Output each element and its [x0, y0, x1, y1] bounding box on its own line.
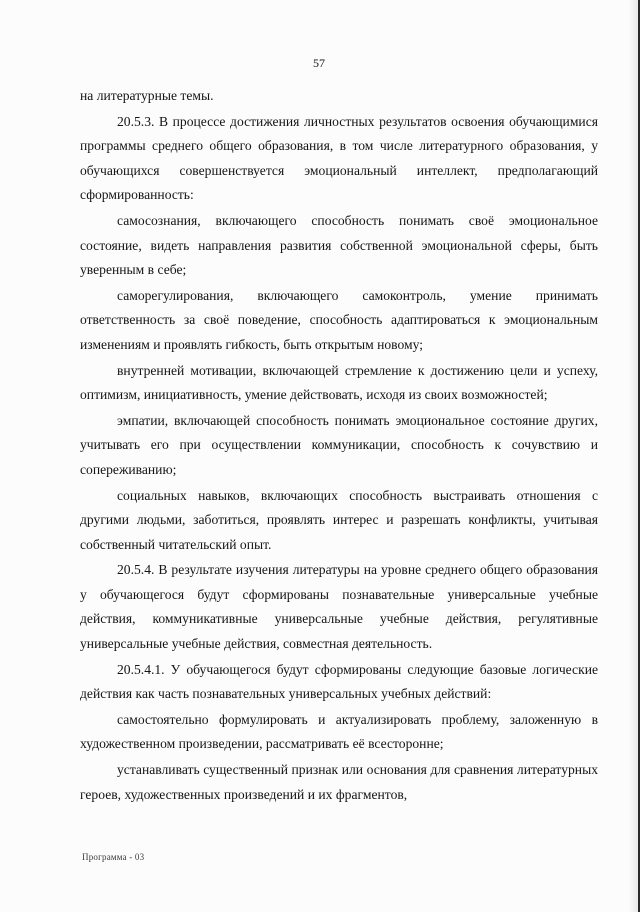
footer-note: Программа - 03: [82, 852, 145, 862]
paragraph-20-5-4: 20.5.4. В результате изучения литературы на уровне среднего общего образования у обучающегося будут сформированы познавательные универсальные учебные действия, коммуникативные универсальные учебные действия, регулятивные универсальные учебные действия, совместная деятельность.: [80, 562, 598, 652]
paragraph-social-skills: социальных навыков, включающих способность выстраивать отношения с другими людьми, заботиться, проявлять интерес и разрешать конфликты, учитывая собственный читательский опыт.: [80, 487, 598, 552]
paragraph-empathy: эмпатии, включающей способность понимать эмоциональное состояние других, учитывать его при осуществлении коммуникации, способность к сочувствию и сопереживанию;: [80, 412, 598, 477]
paragraph-self-regulation: саморегулирования, включающего самоконтроль, умение принимать ответственность за своё поведение, способность адаптироваться к эмоциональным изменениям и проявлять гибкость, быть открытым новому;: [80, 287, 598, 352]
paragraph-formulate-problem: самостоятельно формулировать и актуализировать проблему, заложенную в художественном произведении, рассматривать её всесторонне;: [80, 711, 598, 752]
paragraph-self-awareness: самосознания, включающего способность понимать своё эмоциональное состояние, видеть направления развития собственной эмоциональной сферы, быть уверенным в себе;: [80, 212, 598, 278]
paragraph-20-5-4-1: 20.5.4.1. У обучающегося будут сформированы следующие базовые логические действия как часть познавательных универсальных учебных действий:: [80, 661, 598, 702]
body-text: [80, 84, 598, 809]
page-number: 57: [313, 56, 325, 70]
paragraph-motivation: внутренней мотивации, включающей стремление к достижению цели и успеху, оптимизм, инициативность, умение действовать, исходя из своих возможностей;: [80, 362, 598, 403]
paragraph: на литературные темы.: [80, 88, 214, 103]
scan-edge-shadow: [628, 0, 638, 912]
paragraph-comparison: устанавливать существенный признак или основания для сравнения литературных героев, художественных произведений и их фрагментов,: [80, 762, 598, 802]
paragraph-20-5-3: 20.5.3. В процессе достижения личностных результатов освоения обучающимися программы среднего общего образования, в том числе литературного образования, у обучающихся совершенствуется эмоциональный интеллект, предполагающий сформированность:: [80, 113, 598, 203]
